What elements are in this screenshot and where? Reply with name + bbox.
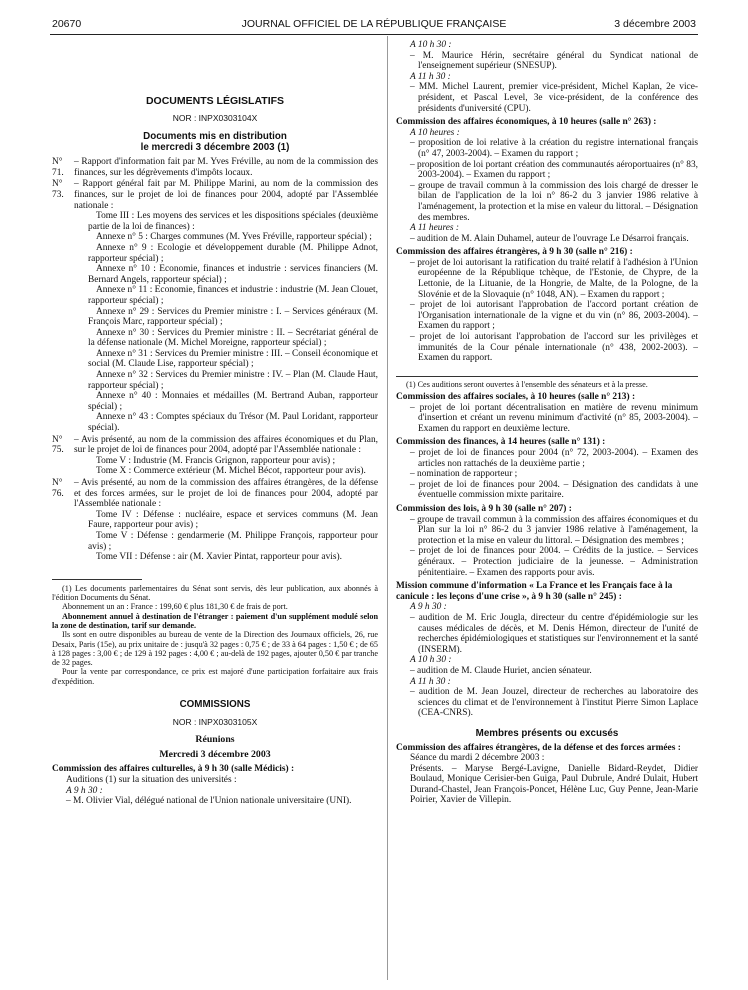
commission-heading: Commission des finances, à 14 heures (salle n° 131) :: [396, 437, 606, 448]
page-header: [52, 18, 696, 34]
document-text: – Rapport général fait par M. Philippe Marini, au nom de la commission des finances, sur le projet de loi de finances pour 2004, adopté par l'Assemblée nationale :: [74, 179, 378, 211]
time-label: A 10 h 30 :: [410, 40, 452, 50]
left-column: [52, 40, 378, 807]
commission-heading: Commission des affaires étrangères, à 9 h 30 (salle n° 216) :: [396, 247, 633, 258]
annex-line: Annexe n° 32 : Services du Premier ministre : IV. – Plan (M. Claude Haut, rapporteur spécial) ;: [88, 370, 378, 391]
annex-line: Annexe n° 9 : Ecologie et développement durable (M. Philippe Adnot, rapporteur spécial) ;: [88, 242, 378, 264]
distribution-title-1: Documents mis en distribution: [143, 131, 287, 143]
tome-line: Tome VII : Défense : air (M. Xavier Pintat, rapporteur pour avis).: [96, 552, 342, 563]
footnote: (1) Les documents parlementaires du Sénat sont servis, dès leur publication, aux abonnés à l'édition Documents du Sénat.: [52, 583, 378, 603]
right-column: [396, 40, 698, 806]
issue-date: 3 décembre 2003: [614, 18, 696, 30]
column-separator: [387, 36, 388, 980]
annex-line: Annexe n° 31 : Services du Premier ministre : III. – Conseil économique et social (M. Claude Lise, rapporteur spécial) ;: [88, 348, 378, 370]
seance-line: Séance du mardi 2 décembre 2003 :: [410, 753, 545, 764]
date-line: Mercredi 3 décembre 2003: [159, 748, 271, 760]
time-label: A 9 h 30 :: [410, 602, 447, 613]
footnote: Ils sont en outre disponibles au bureau de vente de la Direction des Journaux officiels, 26, rue Desaix, Paris (15e), au prix unitaire de : jusqu'à 32 pages : 0,75 € ; de 33 à 64 pages : 1,50 € ; de 65 à 128 pages : 3,00 € ; de 129 à 192 pages : 4,00 € ; au-delà de 192 pages, ajouter 0,50 € par tranche de 32 pages.: [52, 630, 378, 668]
agenda-item: – proposition de loi portant création des communautés aéroportuaires (n° 83, 2003-2004). – Examen du rapport ;: [410, 159, 698, 181]
annex-line: Annexe n° 5 : Charges communes (M. Yves Fréville, rapporteur spécial) ;: [96, 232, 372, 243]
commission-heading: Commission des affaires économiques, à 10 heures (salle n° 263) :: [396, 117, 657, 128]
agenda-item: – projet de loi de finances pour 2004. – Désignation des candidats à une éventuelle commission mixte paritaire.: [410, 479, 698, 501]
agenda-item: – audition de M. Claude Huriet, ancien sénateur.: [410, 665, 592, 676]
distribution-title-2: le mercredi 3 décembre 2003 (1): [140, 142, 290, 154]
present-members: Présents. – Maryse Bergé-Lavigne, Danielle Bidard-Reydet, Didier Boulaud, Monique Cerisier-ben Guiga, Paul Dubrule, André Dulait, Hubert Durand-Chastel, Jean François-Poncet, Hélène Luc, Guy Penne, Jean-Marie Poirier, Xavier de Villepin.: [410, 763, 698, 806]
footnote: (1) Ces auditions seront ouvertes à l'ensemble des sénateurs et à la presse.: [406, 379, 648, 389]
journal-title: JOURNAL OFFICIEL DE LA RÉPUBLIQUE FRANÇAISE: [241, 18, 507, 30]
time-label: A 11 h 30 :: [410, 71, 451, 82]
time-label: A 10 heures :: [410, 127, 460, 138]
section-title: DOCUMENTS LÉGISLATIFS: [145, 95, 285, 107]
annex-line: Annexe n° 10 : Economie, finances et industrie : services financiers (M. Bernard Angels, rapporteur spécial) ;: [88, 264, 378, 285]
tome-line: Tome III : Les moyens des services et les dispositions spéciales (deuxième partie de la loi de finances) :: [88, 211, 378, 232]
agenda-item: – audition de M. Alain Duhamel, auteur de l'ouvrage Le Désarroi français.: [410, 233, 689, 244]
annex-line: Annexe n° 43 : Comptes spéciaux du Trésor (M. Paul Loridant, rapporteur spécial).: [88, 412, 378, 434]
footnote: Abonnement un an : France : 199,60 € plus 181,30 € de frais de port.: [62, 602, 288, 612]
agenda-item: – projet de loi portant décentralisation en matière de revenu minimum d'insertion et créant un revenu minimum d'activité (n° 85, 2003-2004). – Examen du rapport en deuxième lecture.: [410, 402, 698, 434]
footnote: Abonnement annuel à destination de l'étranger : paiement d'un supplément modulé selon la zone de destination, tarif sur demande.: [52, 611, 378, 630]
annex-line: Annexe n° 29 : Services du Premier ministre : I. – Services généraux (M. François Marc, rapporteur spécial) ;: [88, 306, 378, 328]
agenda-item: – M. Maurice Hérin, secrétaire général du Syndicat national de l'enseignement supérieur (SNESUP).: [410, 50, 698, 72]
document-text: – Avis présenté, au nom de la commission des affaires économiques et du Plan, sur le projet de loi de finances pour 2004, adopté par l'Assemblée nationale :: [74, 434, 378, 456]
nor-reference: NOR : INPX0303105X: [172, 716, 258, 727]
commission-heading: Commission des affaires étrangères, de la défense et des forces armées :: [396, 742, 681, 753]
agenda-item: – proposition de loi relative à la création du registre international français (n° 47, 2003-2004). – Examen du rapport ;: [410, 138, 698, 159]
agenda-item: – groupe de travail commun à la commission des lois chargé de dresser le bilan de l'application de la loi n° 86-2 du 3 janvier 1986 relative à l'aménagement, la protection et la mise en valeur du littoral. – Désignation des membres.: [410, 180, 698, 223]
tome-line: Tome X : Commerce extérieur (M. Michel Bécot, rapporteur pour avis).: [96, 466, 366, 477]
reunions-title: Réunions: [195, 734, 235, 746]
footnote-rule: [396, 376, 698, 377]
time-label: A 11 heures :: [410, 223, 460, 234]
page-number: 20670: [52, 18, 82, 30]
agenda-item: – projet de loi autorisant la ratification du traité relatif à l'adhésion à l'Union européenne de la République tchèque, de l'Estonie, de Chypre, de la Lettonie, de la Lituanie, de la Hongrie, de Malte, de la Pologne, de la Slovénie et de la Slovaquie (n° 1048, AN). – Examen du rapport ;: [410, 257, 698, 300]
agenda-item: – M. Olivier Vial, délégué national de l'Union nationale universitaire (UNI).: [66, 796, 352, 807]
agenda-item: – projet de loi de finances pour 2004 (n° 72, 2003-2004). – Examen des articles non rattachés de la deuxième partie ;: [410, 448, 698, 469]
header-rule: [50, 34, 698, 35]
footnote-rule: [52, 579, 142, 580]
agenda-item: – audition de M. Jean Jouzel, directeur de recherches au laboratoire des sciences du climat et de l'environnement à l'institut Pierre Simon Laplace (CEA-CNRS).: [410, 687, 698, 719]
tome-line: Tome V : Industrie (M. Francis Grignon, rapporteur pour avis) ;: [96, 455, 336, 466]
document-item: [52, 435, 378, 456]
agenda-item: – projet de loi autorisant l'approbation de l'accord sur les privilèges et immunités de la Cour pénale internationale (n° 438, 2002-2003). – Examen du rapport.: [410, 332, 698, 364]
agenda-item: – nomination de rapporteur ;: [410, 469, 518, 480]
document-number: N° 75.: [52, 434, 64, 456]
agenda-item: – audition de M. Eric Jougla, directeur du centre d'épidémiologie sur les causes médicales de décès, et M. Denis Hémon, directeur de l'unité de recherches épidémiologiques et statistiques sur l'environnement et la santé (INSERM).: [410, 612, 698, 655]
agenda-item: – projet de loi autorisant l'approbation de l'accord portant création de l'Organisation internationale de la vigne et du vin (n° 86, 2003-2004). – Examen du rapport ;: [410, 300, 698, 332]
commission-heading: Commission des affaires culturelles, à 9 h 30 (salle Médicis) :: [52, 764, 295, 775]
footnote: Pour la vente par correspondance, ce prix est majoré d'une participation forfaitaire aux frais d'expédition.: [52, 667, 378, 686]
commissions-title: COMMISSIONS: [179, 699, 251, 711]
document-text: – Avis présenté, au nom de la commission des affaires étrangères, de la défense et des forces armées, sur le projet de loi de finances pour 2004, adopté par l'Assemblée nationale :: [74, 478, 378, 510]
document-item: [52, 157, 378, 178]
document-text: – Rapport d'information fait par M. Yves Fréville, au nom de la commission des finances, sur les dégrèvements d'impôts locaux.: [74, 157, 378, 178]
agenda-item: – groupe de travail commun à la commission des affaires économiques et du Plan sur la loi n° 86-2 du 3 janvier 1986 relative à l'aménagement, la protection et la mise en valeur du littoral. – Désignation des membres ;: [410, 514, 698, 546]
commission-subheading: Auditions (1) sur la situation des universités :: [66, 774, 237, 785]
mission-heading: Mission commune d'information « La France et les Français face à la canicule : les leçons d'une crise », à 9 h 30 (salle n° 245) :: [396, 581, 673, 602]
document-item: [52, 478, 378, 510]
document-item: [52, 179, 378, 211]
annex-line: Annexe n° 30 : Services du Premier ministre : II. – Secrétariat général de la défense nationale (M. Michel Moreigne, rapporteur spécial) ;: [88, 327, 378, 349]
nor-reference: NOR : INPX0303104X: [172, 112, 258, 123]
document-number: N° 71.: [52, 157, 64, 178]
commission-heading: Commission des affaires sociales, à 10 heures (salle n° 213) :: [396, 392, 636, 403]
document-number: N° 76.: [52, 478, 64, 499]
document-number: N° 73.: [52, 179, 64, 200]
agenda-item: – MM. Michel Laurent, premier vice-président, Michel Kaplan, 2e vice-président, et Pascal Level, 3e vice-président, de la conférence des présidents d'université (CPU).: [410, 82, 698, 114]
annex-line: Annexe n° 11 : Economie, finances et industrie : industrie (M. Jean Clouet, rapporteur spécial) ;: [88, 285, 378, 306]
time-label: A 9 h 30 :: [66, 785, 103, 796]
membres-title: Membres présents ou excusés: [475, 727, 619, 739]
tome-line: Tome V : Défense : gendarmerie (M. Philippe François, rapporteur pour avis) ;: [88, 530, 378, 552]
commission-heading: Commission des lois, à 9 h 30 (salle n° 207) :: [396, 504, 572, 515]
time-label: A 11 h 30 :: [410, 676, 451, 687]
time-label: A 10 h 30 :: [410, 655, 452, 666]
agenda-item: – projet de loi de finances pour 2004. – Crédits de la justice. – Services généraux. – Protection judiciaire de la jeunesse. – Administration pénitentiaire. – Examen des rapports pour avis.: [410, 546, 698, 578]
annex-line: Annexe n° 40 : Monnaies et médailles (M. Bertrand Auban, rapporteur spécial) ;: [88, 391, 378, 412]
tome-line: Tome IV : Défense : nucléaire, espace et services communs (M. Jean Faure, rapporteur pour avis) ;: [88, 509, 378, 531]
